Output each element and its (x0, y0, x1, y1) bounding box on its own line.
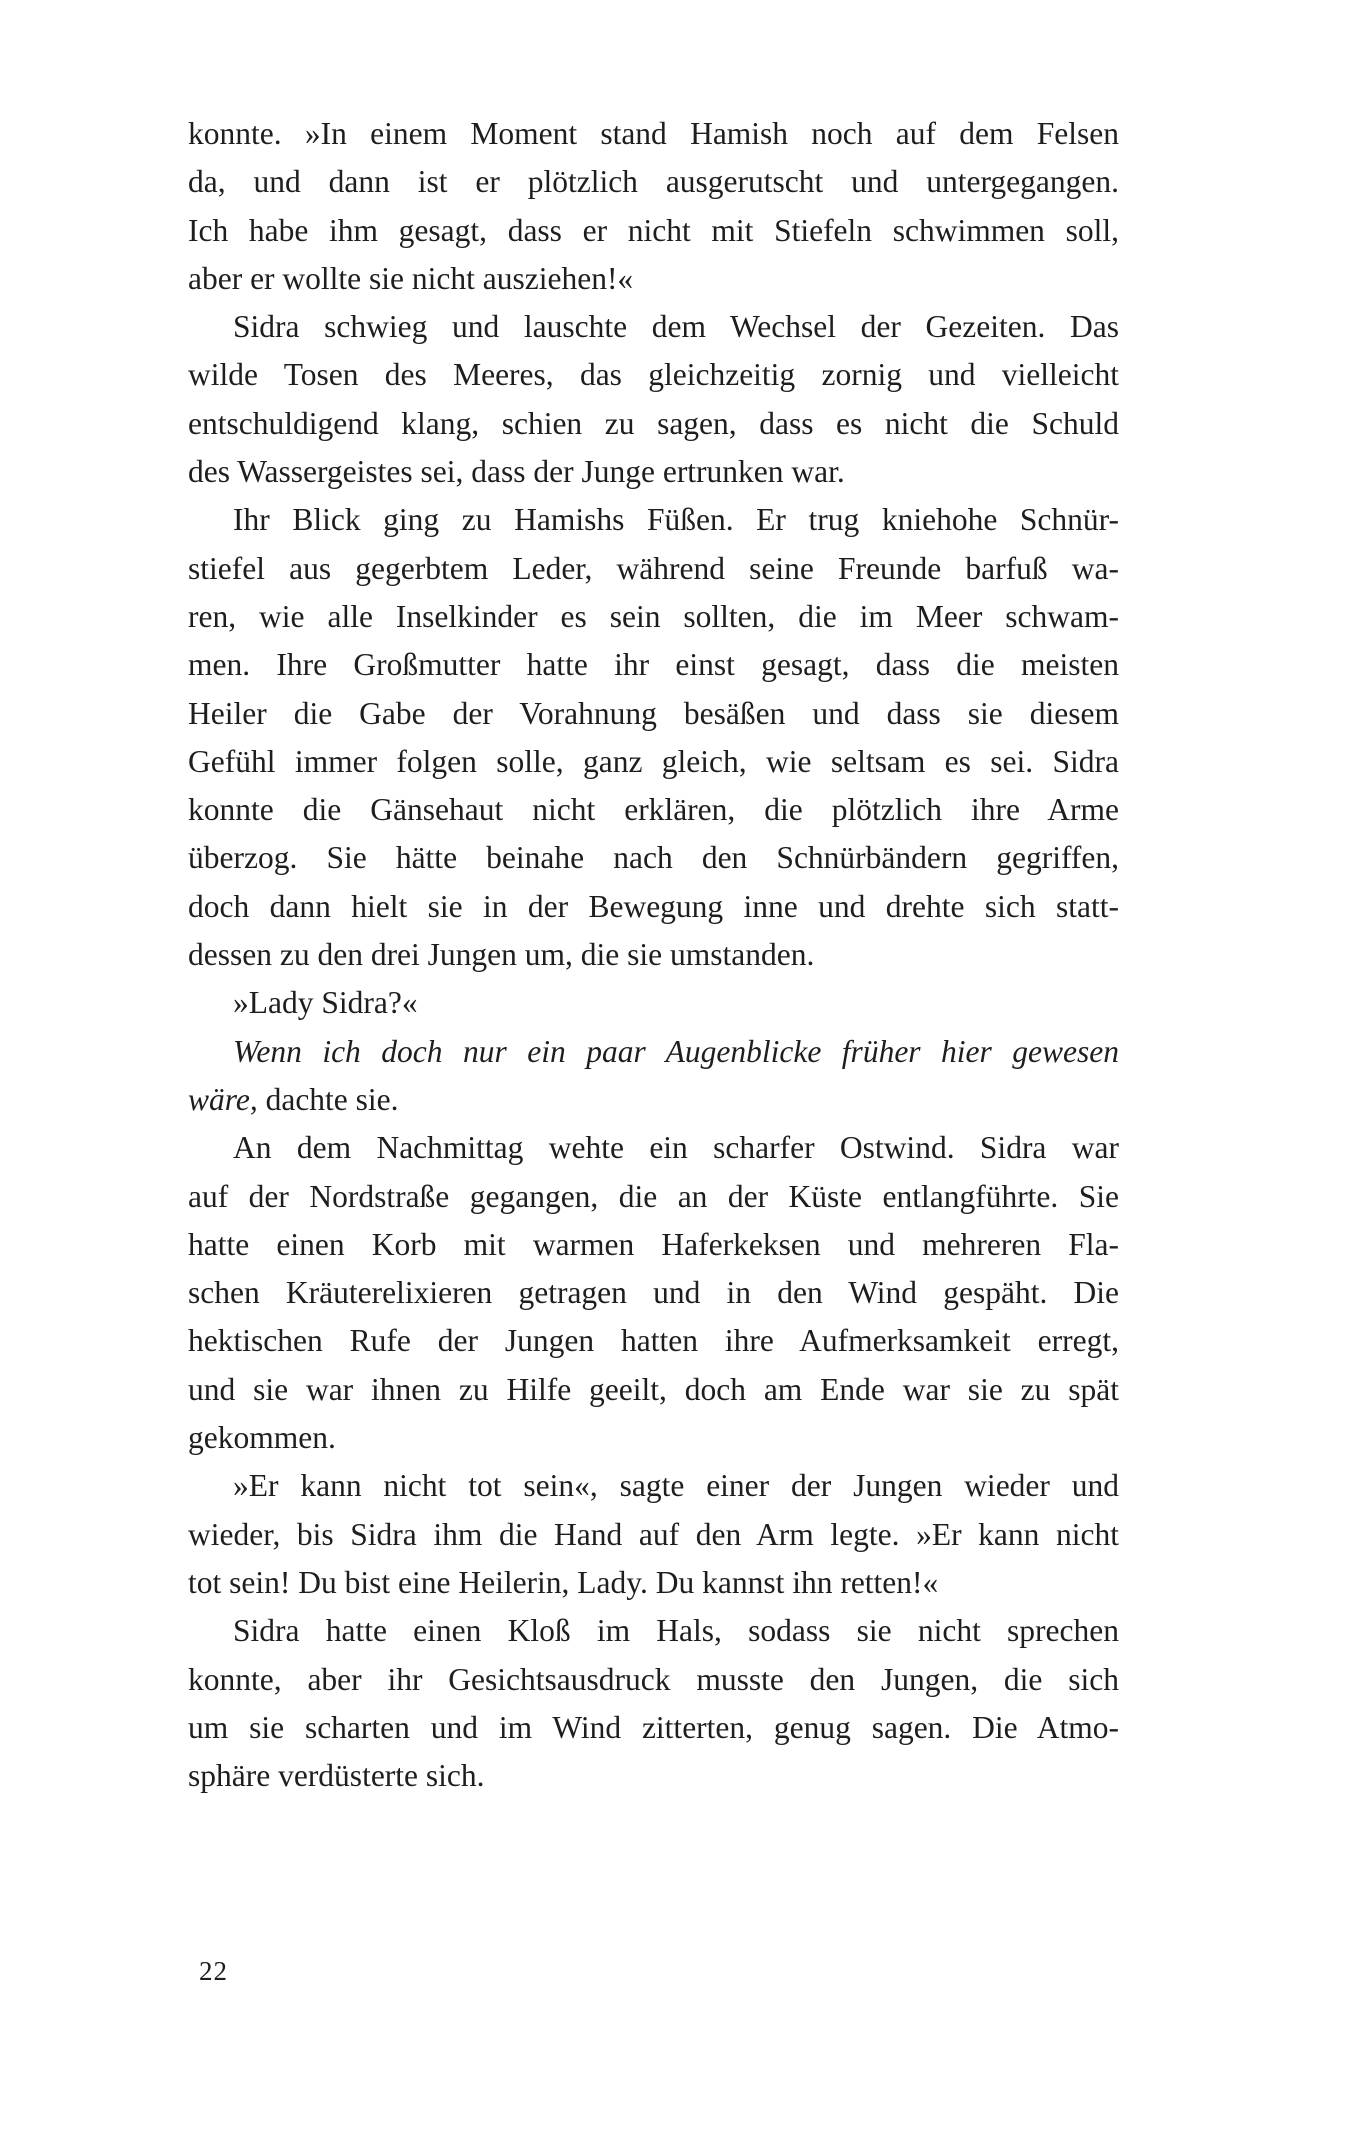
text-line: konnte, aber ihr Gesichtsausdruck musste den Jungen, die sich (188, 1661, 1119, 1697)
text-line: aber er wollte sie nicht ausziehen!« (188, 260, 634, 296)
paragraph (188, 1124, 1119, 1462)
text-line: Gefühl immer folgen solle, ganz gleich, wie seltsam es sei. Sidra (188, 743, 1119, 779)
text-line: und sie war ihnen zu Hilfe geeilt, doch am Ende war sie zu spät (188, 1371, 1119, 1407)
text-line: um sie scharten und im Wind zitterten, genug sagen. Die Atmo- (188, 1709, 1119, 1745)
text-line: Ihr Blick ging zu Hamishs Füßen. Er trug kniehohe Schnür- (233, 502, 1119, 538)
body-text (188, 110, 1119, 1800)
text-line: Ich habe ihm gesagt, dass er nicht mit Stiefeln schwimmen soll, (188, 212, 1119, 248)
text-line: auf der Nordstraße gegangen, die an der Küste entlangführte. Sie (188, 1178, 1119, 1214)
italic-text: wäre, (188, 1081, 258, 1117)
text-line: Sidra hatte einen Kloß im Hals, sodass sie nicht sprechen (233, 1613, 1119, 1649)
text-line: gekommen. (188, 1420, 336, 1456)
paragraph (188, 1462, 1119, 1607)
text-line: tot sein! Du bist eine Heilerin, Lady. Du kannst ihn retten!« (188, 1564, 939, 1600)
text-line: da, und dann ist er plötzlich ausgerutscht und untergegangen. (188, 164, 1119, 200)
italic-text: Wenn ich doch nur ein paar Augenblicke früher hier gewesen (233, 1033, 1119, 1069)
paragraph (188, 1607, 1119, 1800)
text-line: hatte einen Korb mit warmen Haferkeksen und mehreren Fla- (188, 1226, 1119, 1262)
text-line: men. Ihre Großmutter hatte ihr einst gesagt, dass die meisten (188, 647, 1119, 683)
text-line: wilde Tosen des Meeres, das gleichzeitig zornig und vielleicht (188, 357, 1119, 393)
paragraph (188, 1028, 1119, 1125)
paragraph (188, 303, 1119, 496)
text-line: entschuldigend klang, schien zu sagen, dass es nicht die Schuld (188, 405, 1119, 441)
text-line: Heiler die Gabe der Vorahnung besäßen und dass sie diesem (188, 695, 1119, 731)
text-line: konnte die Gänsehaut nicht erklären, die plötzlich ihre Arme (188, 792, 1119, 828)
paragraph (188, 496, 1119, 979)
page-number: 22 (199, 1956, 228, 1986)
text-line: sphäre verdüsterte sich. (188, 1758, 485, 1794)
text-line: dessen zu den drei Jungen um, die sie umstanden. (188, 937, 815, 973)
text-line: schen Kräuterelixieren getragen und in den Wind gespäht. Die (188, 1275, 1119, 1311)
text-line: doch dann hielt sie in der Bewegung inne und drehte sich statt- (188, 888, 1119, 924)
roman-text: dachte sie. (257, 1081, 399, 1117)
paragraph (188, 979, 1119, 1027)
text-line (188, 1076, 1119, 1124)
text-line: konnte. »In einem Moment stand Hamish noch auf dem Felsen (188, 116, 1119, 151)
dialogue-line: »Lady Sidra?« (233, 985, 418, 1021)
text-line: Sidra schwieg und lauschte dem Wechsel der Gezeiten. Das (233, 309, 1119, 345)
text-line: ren, wie alle Inselkinder es sein sollten, die im Meer schwam- (188, 598, 1119, 634)
paragraph (188, 110, 1119, 303)
text-line: des Wassergeistes sei, dass der Junge ertrunken war. (188, 454, 845, 490)
text-line: hektischen Rufe der Jungen hatten ihre Aufmerksamkeit erregt, (188, 1323, 1119, 1359)
text-line: wieder, bis Sidra ihm die Hand auf den Arm legte. »Er kann nicht (188, 1516, 1119, 1552)
text-line: überzog. Sie hätte beinahe nach den Schnürbändern gegriffen, (188, 840, 1119, 876)
text-line: An dem Nachmittag wehte ein scharfer Ostwind. Sidra war (233, 1130, 1119, 1166)
italic-thought-line (188, 1028, 1119, 1076)
text-line: »Er kann nicht tot sein«, sagte einer der Jungen wieder und (233, 1468, 1119, 1504)
text-line: stiefel aus gegerbtem Leder, während seine Freunde barfuß wa- (188, 550, 1119, 586)
